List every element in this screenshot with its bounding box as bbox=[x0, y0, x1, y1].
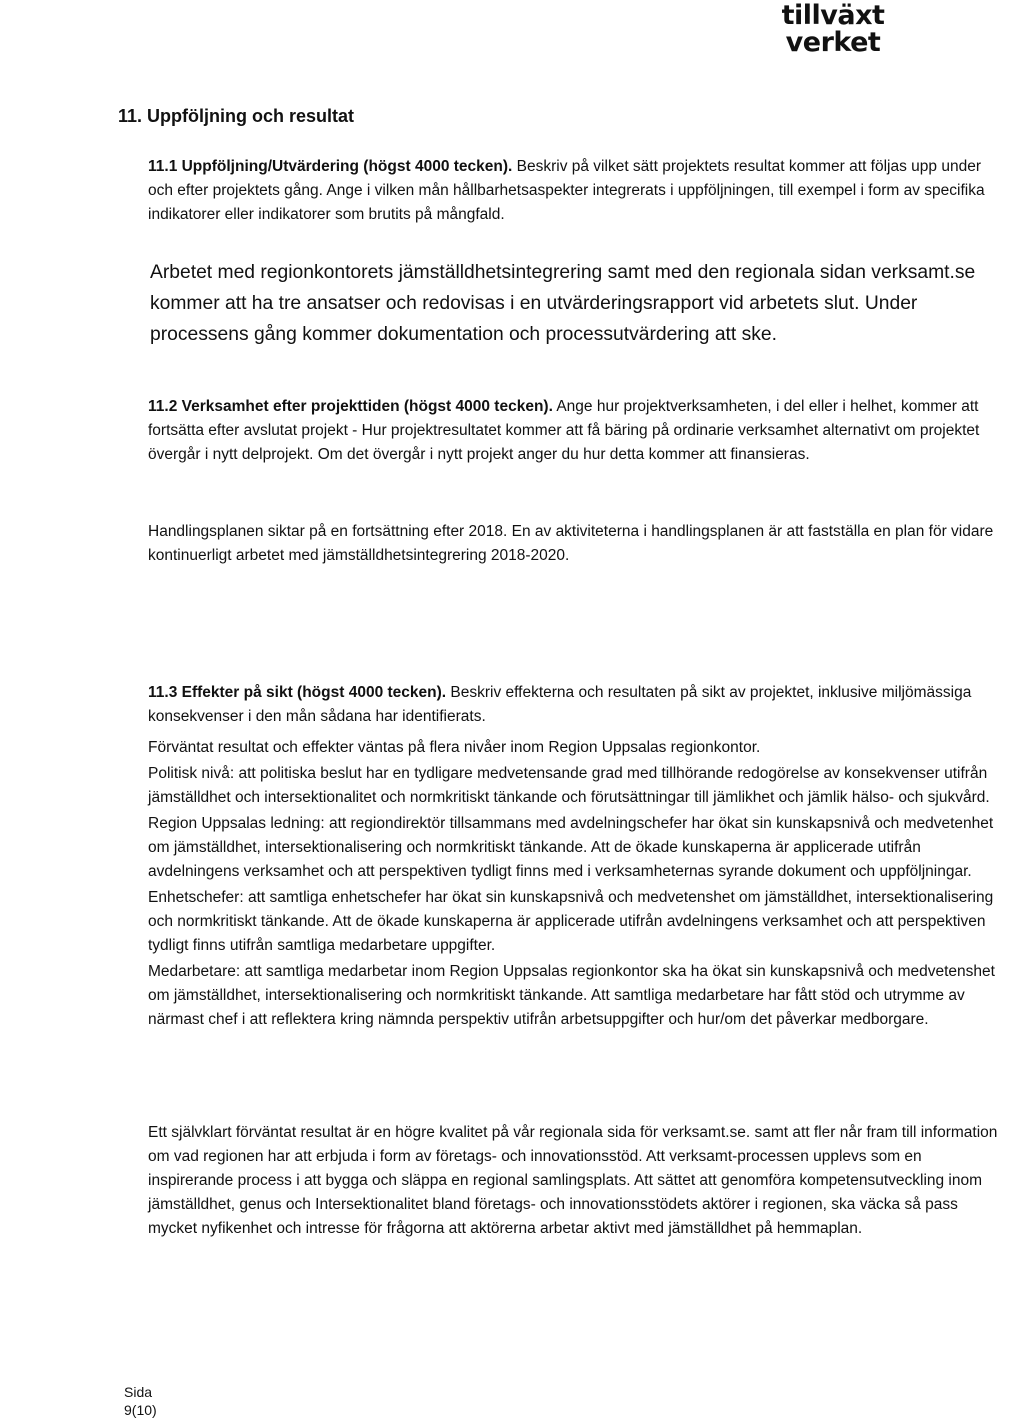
section-11-2-prompt bbox=[148, 395, 1010, 467]
page-label: Sida bbox=[124, 1384, 153, 1400]
section-11-1-prompt bbox=[148, 155, 1010, 227]
effects-paragraph: Enhetschefer: att samtliga enhetschefer har ökat sin kunskapsnivå och medvetenshet om jämställdhet, intersektionalisering och normkritiskt tänkande. Att de ökade kunskaperna är applicerade utifrån avdelningens verksamhet och att perspektiven tydligt finns utifrån samtliga medarbetare uppgifter. bbox=[148, 889, 994, 954]
effects-paragraph: Förväntat resultat och effekter väntas på flera nivåer inom Region Uppsalas regionkontor. bbox=[148, 739, 761, 756]
logo-line-1: tillväxt bbox=[781, 0, 885, 31]
section-11-3-prompt-text: Beskriv effekterna och resultaten på sikt av projektet, inklusive miljömässiga konsekvenser i den mån sådana har identifierats. bbox=[148, 684, 972, 725]
effects-paragraph: Region Uppsalas ledning: att regiondirektör tillsammans med avdelningschefer har ökat sin kunskapsnivå och medvetenhet om jämställdhet, intersektionalisering och normkritiskt tänkande. Att de ökade kunskaperna är applicerade utifrån avdelningens verksamhet och att perspektiven tydligt finns med i verksamheternas syrande dokument och uppföljningar. bbox=[148, 815, 994, 880]
effects-paragraph: Politisk nivå: att politiska beslut har en tydligare medvetensande grad med tillhörande redogörelse av konsekvenser utifrån jämställdhet och intersektionalitet och normkritiskt tänkande och förutsättningar till jämlikhet och jämlik hälso- och sjukvård. bbox=[148, 765, 990, 806]
side-stamp bbox=[0, 1150, 4, 1153]
page-number bbox=[124, 1383, 157, 1419]
page-count: 9(10) bbox=[124, 1402, 157, 1418]
section-11-3-prompt bbox=[148, 681, 1010, 729]
tillvaxtverket-logo bbox=[768, 2, 898, 56]
section-11-2-prompt-text: Ange hur projektverksamheten, i del eller i helhet, kommer att fortsätta efter avslutat projekt - Hur projektresultatet kommer att få bäring på ordinarie verksamhet alternativt om projektet övergår i nytt delprojekt. Om det övergår i nytt projekt anger du hur detta kommer att finansieras. bbox=[148, 398, 980, 463]
section-11-1-heading: 11.1 Uppföljning/Utvärdering (högst 4000 tecken). bbox=[148, 158, 513, 175]
section-11-3-closing: Ett självklart förväntat resultat är en högre kvalitet på vår regionala sida för verksamt.se. samt att fler når fram till information om vad regionen har att erbjuda i form av företags- och innovationsstöd. Att verksamt-processen upplevs som en inspirerande process i att bygga och släppa en regional samlingsplats. Att sättet att genomföra kompetensutveckling inom jämställdhet, genus och Intersektionalitet bland företags- och innovationsstödets aktörer i regionen, ska väcka så pass mycket nyfikenhet och intresse för frågorna att aktörerna arbetar aktivt med jämställdhet på hemmaplan. bbox=[148, 1124, 998, 1237]
section-11-3-heading: 11.3 Effekter på sikt (högst 4000 tecken). bbox=[148, 684, 447, 701]
logo-line-2: verket bbox=[785, 27, 881, 58]
section-11-2-heading: 11.2 Verksamhet efter projekttiden (högst 4000 tecken). bbox=[148, 398, 553, 415]
section-11-1-answer: Arbetet med regionkontorets jämställdhetsintegrering samt med den regionala sidan verksamt.se kommer att ha tre ansatser och redovisas i en utvärderingsrapport vid arbetets slut. Under processens gång kommer dokumentation och processutvärdering att ske. bbox=[150, 262, 976, 345]
section-11-3-answer bbox=[148, 736, 1010, 1034]
section-11-1-prompt-text: Beskriv på vilket sätt projektets resultat kommer att följas upp under och efter projektets gång. Ange i vilken mån hållbarhetsaspekter integrerats i uppföljningen, till exempel i form av specifika indikatorer eller indikatorer som brutits på mångfald. bbox=[148, 158, 985, 223]
section-11-2-answer: Handlingsplanen siktar på en fortsättning efter 2018. En av aktiviteterna i handlingsplanen är att fastställa en plan för vidare kontinuerligt arbetet med jämställdhetsintegrering 2018-2020. bbox=[148, 523, 994, 564]
section-title: 11. Uppföljning och resultat bbox=[118, 106, 355, 126]
effects-paragraph: Medarbetare: att samtliga medarbetar inom Region Uppsalas regionkontor ska ha ökat sin kunskapsnivå och medvetenshet om jämställdhet, intersektionalisering och normkritiskt tänkande. Att samtliga medarbetare har fått stöd och utrymme av närmast chef i att reflektera kring nämnda perspektiv utifrån arbetsuppgifter och hur/om det påverkar medborgare. bbox=[148, 963, 995, 1028]
